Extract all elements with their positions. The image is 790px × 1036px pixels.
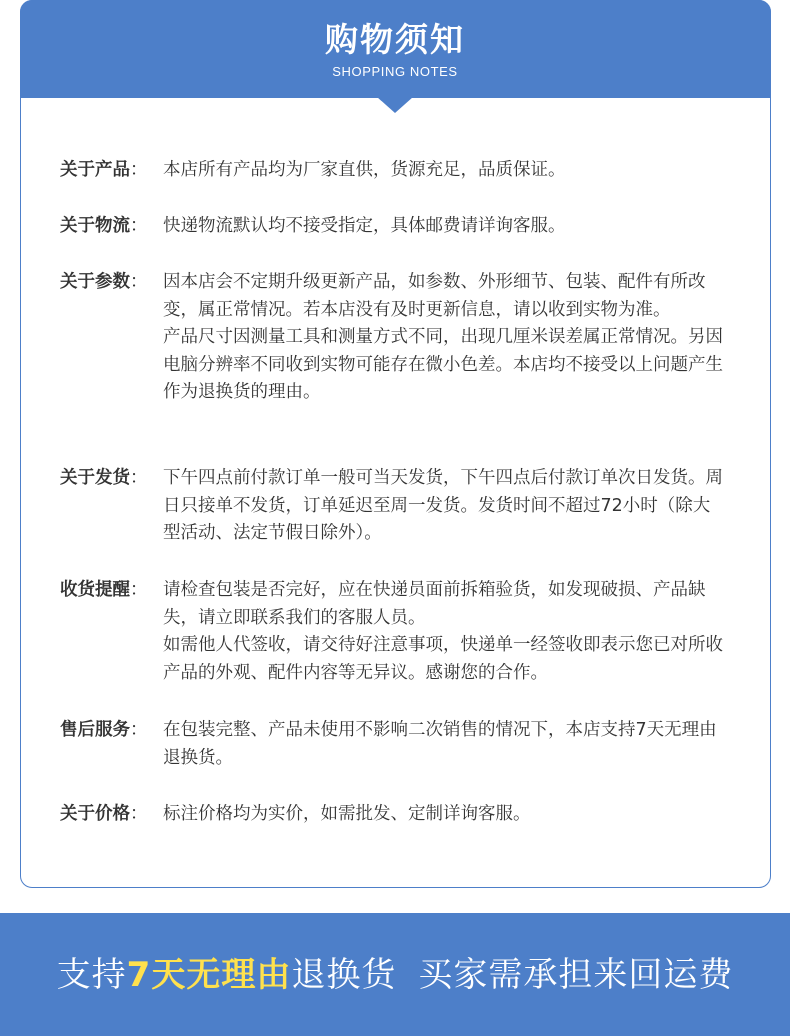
section-paragraph: 在包装完整、产品未使用不影响二次销售的情况下，本店支持7天无理由退换货。 — [163, 720, 717, 768]
banner-shipping-note: 买家需承担来回运费 — [418, 955, 734, 995]
section-paragraph: 因本店会不定期升级更新产品，如参数、外形细节、包装、配件有所改变，属正常情况。若本店没有及时更新信息，请以收到实物为准。 — [163, 272, 706, 320]
section-label: 关于参数： — [60, 272, 148, 292]
page-title: 购物须知 — [325, 20, 465, 59]
section-label: 收货提醒： — [60, 580, 148, 600]
banner-prefix: 支持 — [56, 955, 127, 995]
banner-highlight: 7天无理由 — [126, 955, 292, 995]
banner-text — [0, 953, 790, 997]
section-label: 关于产品： — [60, 160, 148, 180]
page-subtitle: SHOPPING NOTES — [332, 64, 458, 79]
banner-suffix: 退换货 — [291, 955, 397, 995]
section-body — [163, 269, 723, 407]
section-paragraph: 如需他人代签收，请交待好注意事项，快递单一经签收即表示您已对所收产品的外观、配件内容等无异议。感谢您的合作。 — [163, 635, 723, 683]
section-body — [163, 465, 723, 548]
section-body — [163, 717, 723, 772]
section-paragraph: 产品尺寸因测量工具和测量方式不同，出现几厘米误差属正常情况。另因电脑分辨率不同收到实物可能存在微小色差。本店均不接受以上问题产生作为退换货的理由。 — [163, 327, 723, 402]
section-label: 关于物流： — [60, 216, 148, 236]
section-label: 关于价格： — [60, 804, 148, 824]
section-body — [163, 577, 723, 687]
section-body — [163, 801, 723, 829]
section-label: 关于发货： — [60, 468, 148, 488]
section-body — [163, 213, 723, 241]
section-paragraph: 快递物流默认均不接受指定，具体邮费请详询客服。 — [163, 216, 566, 236]
return-policy-banner — [0, 913, 790, 1036]
header-pointer — [377, 97, 413, 113]
section-paragraph: 下午四点前付款订单一般可当天发货，下午四点后付款订单次日发货。周日只接单不发货，订单延迟至周一发货。发货时间不超过72小时（除大型活动、法定节假日除外）。 — [163, 468, 723, 543]
section-paragraph: 标注价格均为实价，如需批发、定制详询客服。 — [163, 804, 531, 824]
section-paragraph: 请检查包装是否完好，应在快递员面前拆箱验货，如发现破损、产品缺失，请立即联系我们的客服人员。 — [163, 580, 706, 628]
section-paragraph: 本店所有产品均为厂家直供，货源充足，品质保证。 — [163, 160, 566, 180]
section-label: 售后服务： — [60, 720, 148, 740]
section-body — [163, 157, 723, 185]
